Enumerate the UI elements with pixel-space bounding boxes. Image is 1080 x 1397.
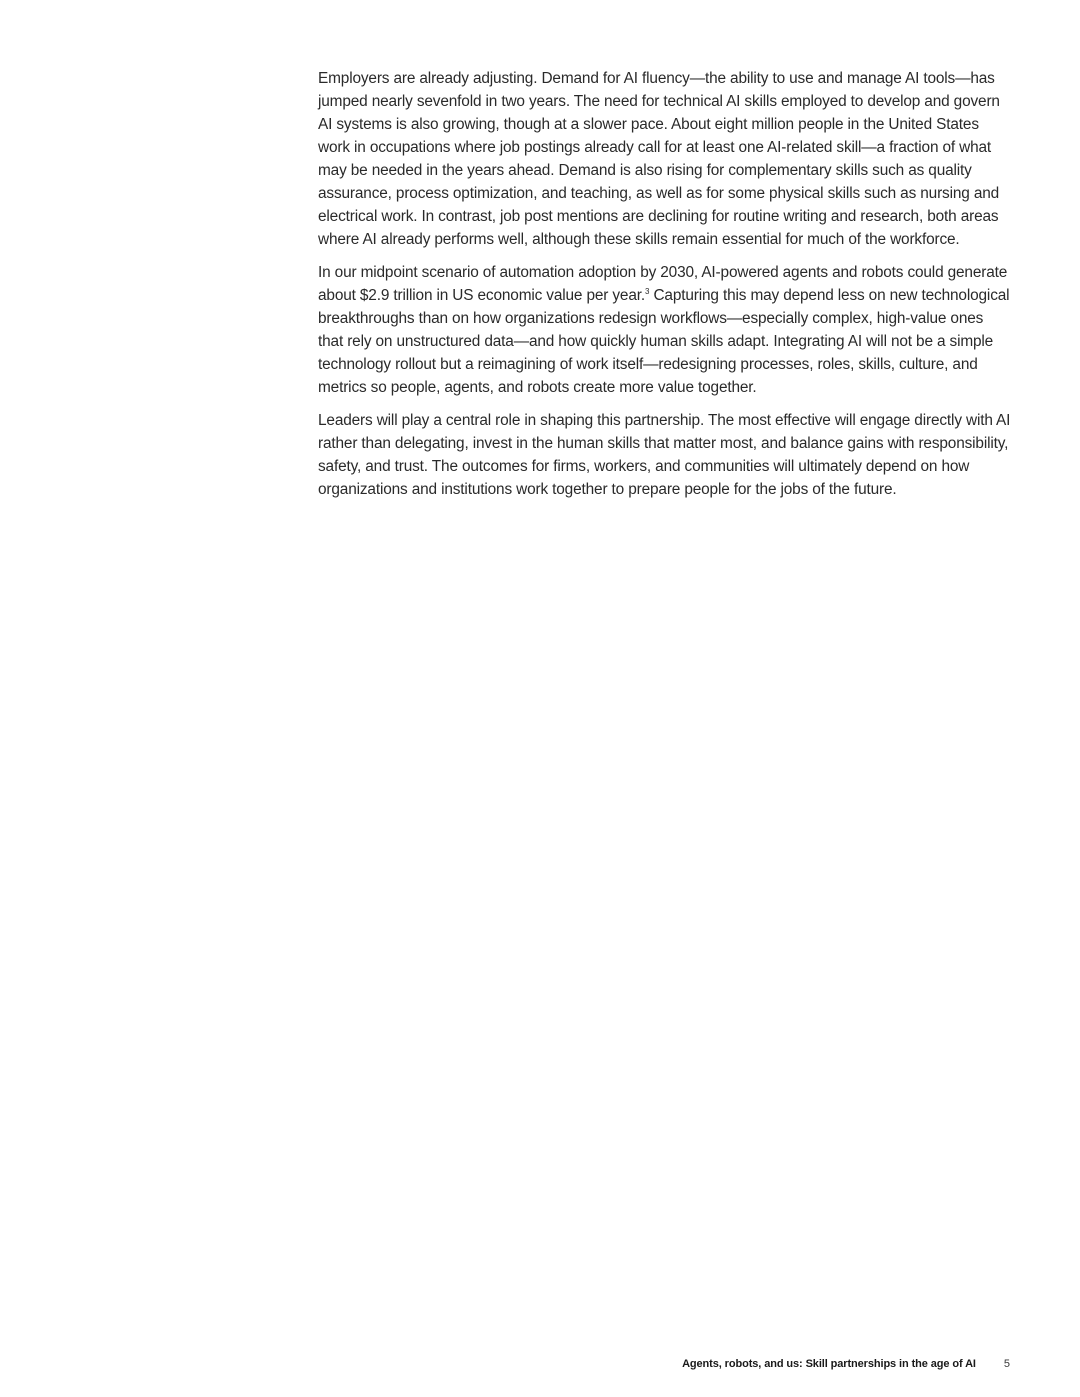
paragraph-text-after-footnote: Capturing this may depend less on new technological breakthroughs than on how organizations redesign workflows—especially complex, high-value ones that rely on unstructured data—and how quickly human skills adapt. Integrating AI will not be a simple technology rollout but a reimagining of work itself—redesigning processes, roles, skills, culture, and metrics so people, agents, and robots create more value together. <box>318 287 1010 396</box>
main-content <box>318 67 1012 511</box>
paragraph-ai-skills-demand: Employers are already adjusting. Demand for AI fluency—the ability to use and manage AI tools—has jumped nearly sevenfold in two years. The need for technical AI skills employed to develop and govern AI systems is also growing, though at a slower pace. About eight million people in the United States work in occupations where job postings already call for at least one AI-related skill—a fraction of what may be needed in the years ahead. Demand is also rising for complementary skills such as quality assurance, process optimization, and teaching, as well as for some physical skills such as nursing and electrical work. In contrast, job post mentions are declining for routine writing and research, both areas where AI already performs well, although these skills remain essential for much of the workforce. <box>318 70 1000 248</box>
page-footer <box>682 1356 1010 1372</box>
paragraph-text-before-footnote: In our midpoint scenario of automation adoption by 2030, AI-powered agents and robots could generate about $2.9 trillion in US economic value per year. <box>318 264 1008 304</box>
footnote-reference[interactable]: 3 <box>645 287 650 296</box>
paragraph-leaders-role: Leaders will play a central role in shaping this partnership. The most effective will engage directly with AI rather than delegating, invest in the human skills that matter most, and balance gains with responsibility, safety, and trust. The outcomes for firms, workers, and communities will ultimately depend on how organizations and institutions work together to prepare people for the jobs of the future. <box>318 412 1011 498</box>
paragraph-economic-value <box>318 261 1012 399</box>
page-number: 5 <box>1003 1358 1010 1370</box>
footer-report-title: Agents, robots, and us: Skill partnerships in the age of AI <box>682 1358 976 1370</box>
